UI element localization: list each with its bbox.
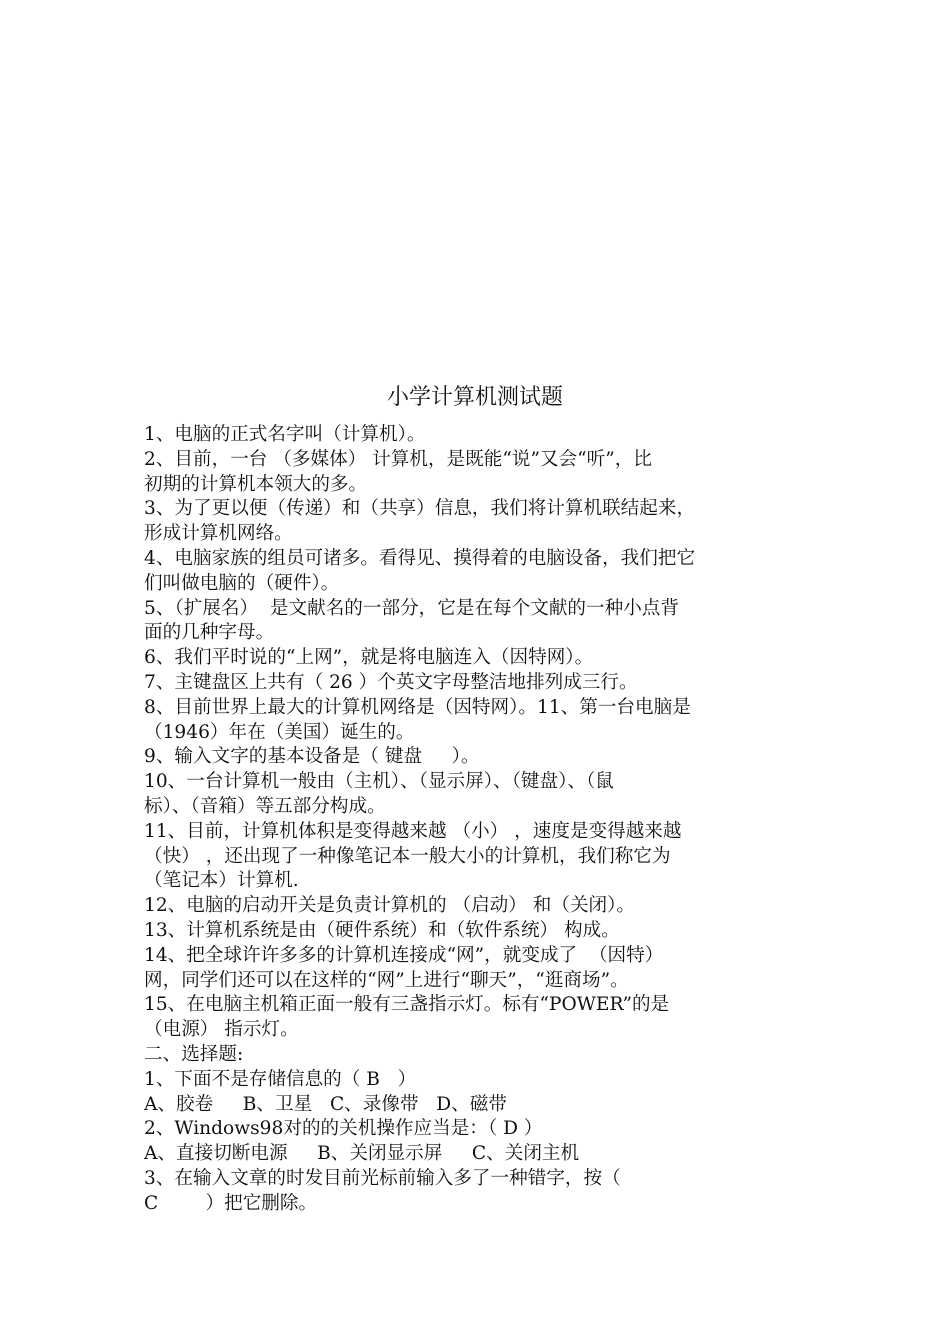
document-body [144, 423, 809, 1217]
text-line: （快） ，还出现了一种像笔记本一般大小的计算机，我们称它为 [144, 845, 671, 867]
text-line: 标）、（音箱）等五部分构成。 [144, 795, 386, 817]
text-line: （笔记本）计算机. [144, 870, 299, 892]
text-line: 1、电脑的正式名字叫（计算机）。 [144, 424, 426, 445]
text-line: 7、主键盘区上共有（ 26 ）个英文字母整洁地排列成三行。 [144, 671, 638, 693]
text-line: 面的几种字母。 [144, 622, 275, 644]
text-line: 1、下面不是存储信息的（ B ） [144, 1068, 417, 1090]
text-line: 13、计算机系统是由（硬件系统）和（软件系统） 构成。 [144, 919, 620, 941]
text-line: 9、输入文字的基本设备是（ 键盘 ）。 [144, 746, 480, 768]
document-title: 小学计算机测试题 [386, 385, 563, 410]
text-line: 12、电脑的启动开关是负责计算机的 （启动） 和（关闭）。 [144, 895, 636, 917]
text-line: 网，同学们还可以在这样的“网”上进行“聊天”，“逛商场”。 [144, 969, 629, 991]
text-line: 2、Windows98对的的关机操作应当是：（ D ） [144, 1118, 543, 1140]
section-heading: 二、选择题: [144, 1043, 244, 1065]
text-line: A、胶卷 B、卫星 C、录像带 D、磁带 [144, 1093, 507, 1115]
text-line: 11、目前，计算机体积是变得越来越 （小） ，速度是变得越来越 [144, 820, 682, 842]
text-line: （电源） 指示灯。 [144, 1019, 299, 1041]
text-line: 形成计算机网络。 [144, 523, 293, 545]
text-line: 14、把全球许许多多的计算机连接成“网”，就变成了 （因特） [144, 944, 664, 966]
text-line: 4、电脑家族的组员可诸多。看得见、摸得着的电脑设备，我们把它 [144, 547, 696, 569]
text-line: 3、为了更以便（传递）和（共享）信息，我们将计算机联结起来， [144, 498, 696, 520]
text-line: 初期的计算机本领大的多。 [144, 473, 368, 495]
text-line: C ）把它删除。 [144, 1192, 318, 1214]
text-line: 们叫做电脑的（硬件）。 [144, 572, 340, 594]
text-line: （1946）年在（美国）诞生的。 [144, 721, 415, 743]
text-line: 2、目前，一台 （多媒体） 计算机，是既能“说”又会“听”，比 [144, 448, 652, 470]
text-line: 8、目前世界上最大的计算机网络是（因特网）。11、第一台电脑是 [144, 696, 691, 718]
text-line: 15、在电脑主机箱正面一般有三盏指示灯。标有“POWER”的是 [144, 994, 670, 1016]
text-line: A、直接切断电源 B、关闭显示屏 C、关闭主机 [144, 1143, 580, 1165]
text-line: 10、一台计算机一般由（主机）、（显示屏）、（键盘）、（鼠 [144, 771, 614, 793]
text-line: 3、在输入文章的时发目前光标前输入多了一种错字，按（ [144, 1167, 621, 1189]
text-line: 5、（扩展名） 是文献名的一部分，它是在每个文献的一种小点背 [144, 597, 679, 619]
text-line: 6、我们平时说的“上网”，就是将电脑连入（因特网）。 [144, 647, 594, 669]
